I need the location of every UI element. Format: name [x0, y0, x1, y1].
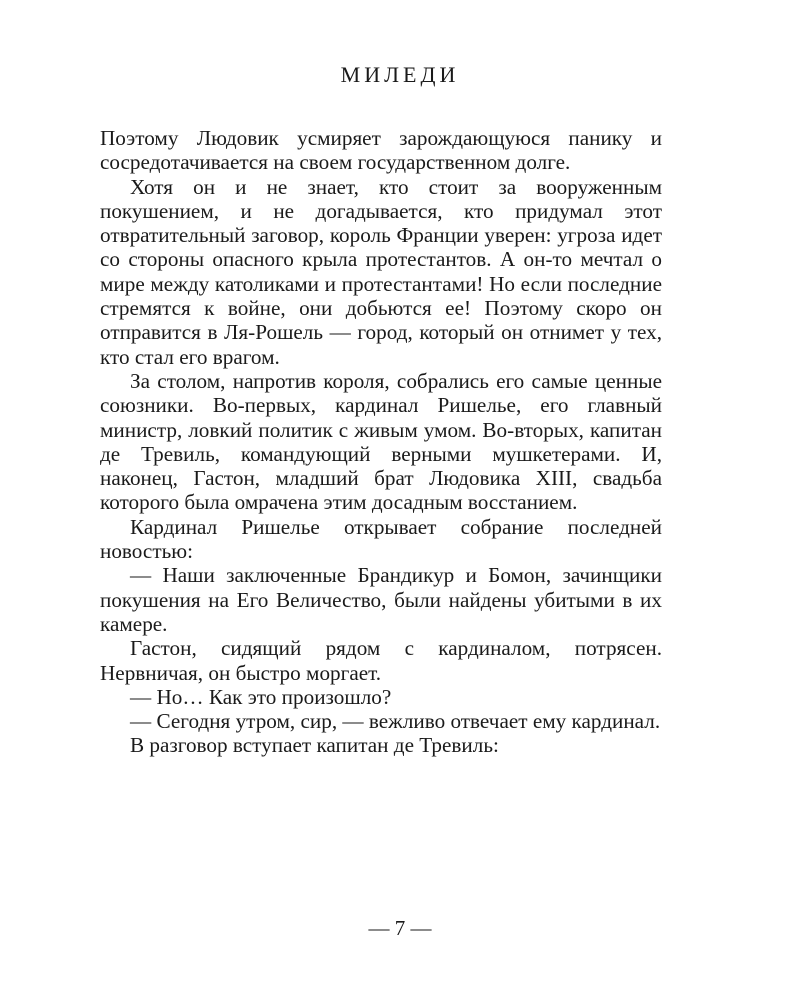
paragraph: Кардинал Ришелье открывает собрание последней новостью: [100, 514, 662, 564]
dialogue-line: — Наши заключенные Брандикур и Бомон, зачинщики покушения на Его Величество, были найдены убитыми в их камере. [100, 563, 662, 636]
body-text [100, 126, 662, 758]
paragraph: Поэтому Людовик усмиряет зарождающуюся панику и сосредотачивается на своем государственном долге. [100, 126, 662, 175]
paragraph: Хотя он и не знает, кто стоит за вооруженным покушением, и не догадывается, кто придумал этот отвратительный заговор, король Франции уверен: угроза идет со стороны опасного крыла протестантов. А он-то мечтал о мире между католиками и протестантами! Но если последние стремятся к войне, они добьются ее! Поэтому скоро он отправится в Ля-Рошель — город, который он отнимет у тех, кто стал его врагом. [100, 174, 662, 369]
page-number: — 7 — [368, 916, 432, 940]
paragraph: За столом, напротив короля, собрались его самые ценные союзники. Во-первых, кардинал Ришелье, его главный министр, ловкий политик с живым умом. Во-вторых, капитан де Тревиль, командующий верными мушкетерами. И, наконец, Гастон, младший брат Людовика XIII, свадьба которого была омрачена этим досадным восстанием. [100, 368, 662, 515]
dialogue-line: — Но… Как это произошло? [130, 684, 392, 709]
paragraph: В разговор вступает капитан де Тревиль: [130, 733, 499, 758]
running-head: МИЛЕДИ [340, 62, 460, 87]
dialogue-line: — Сегодня утром, сир, — вежливо отвечает ему кардинал. [130, 709, 661, 734]
paragraph: Гастон, сидящий рядом с кардиналом, потрясен. Нервничая, он быстро моргает. [100, 636, 662, 685]
